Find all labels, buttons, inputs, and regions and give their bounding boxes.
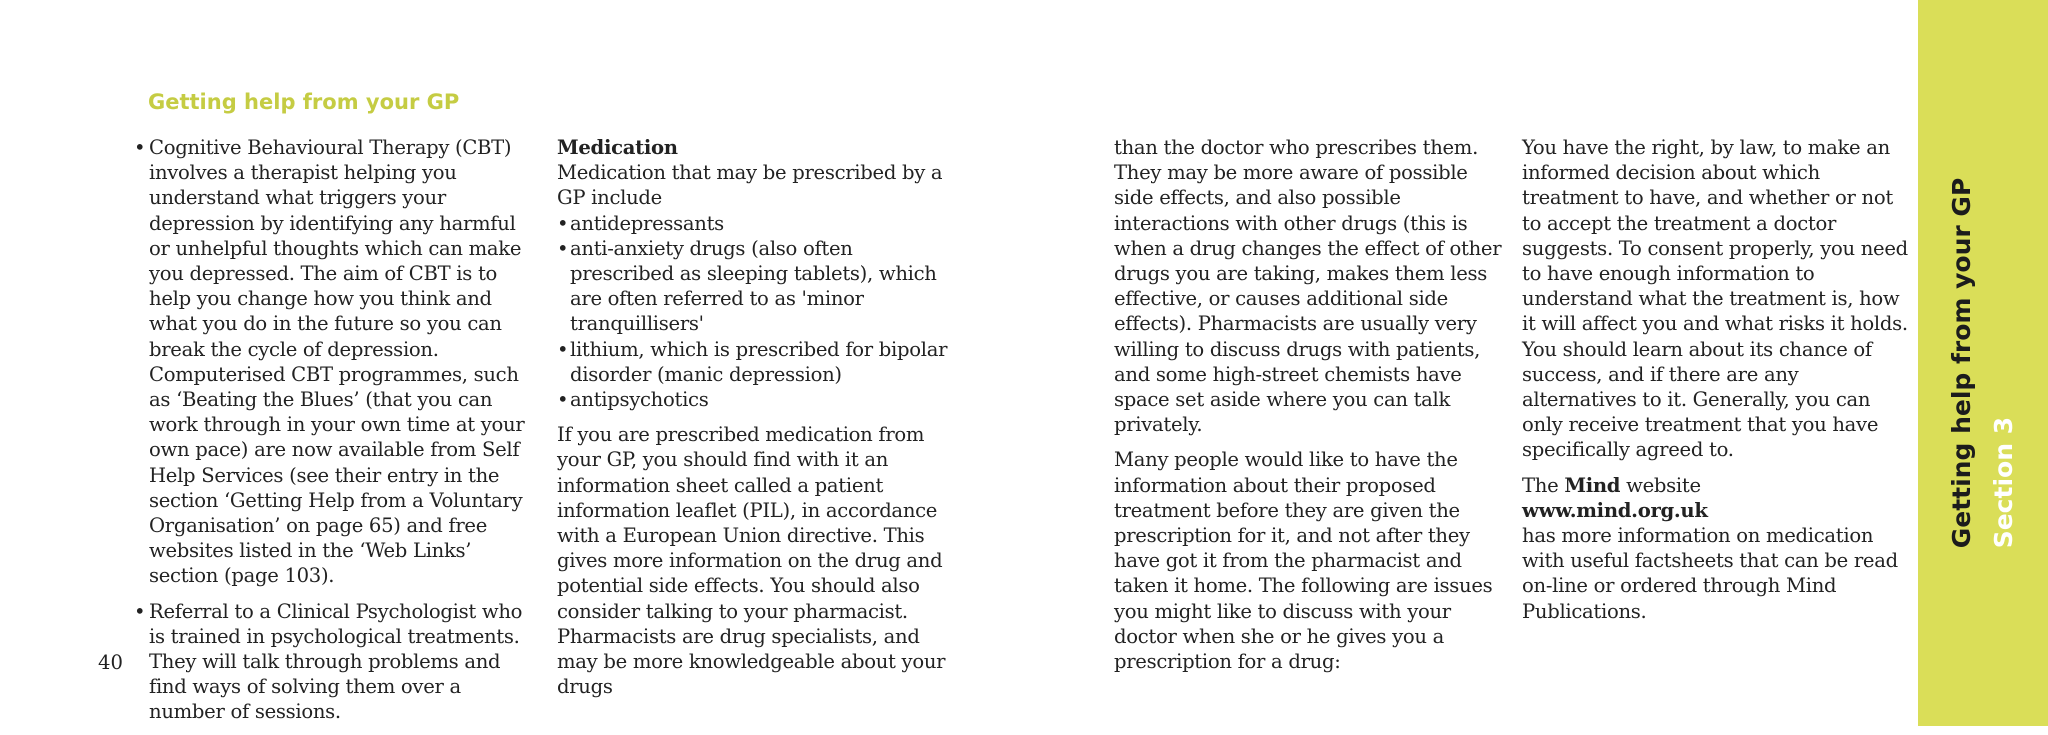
side-tab-title: Getting help from your GP <box>1947 177 1976 549</box>
column-2 <box>557 135 957 709</box>
page-number: 40 <box>98 651 123 674</box>
list-item-drug: • lithium, which is prescribed for bipolar disorder (manic depression) <box>557 337 957 387</box>
side-tab-text <box>1946 178 2020 549</box>
mind-info <box>1522 473 1912 624</box>
rights-paragraph: You have the right, by law, to make an informed decision about which treatment to have, and whether or not to accept the treatment a doctor suggests. To consent properly, you need to have enough information to understand what the treatment is, how it will affect you and what risks it holds. You should learn about its chance of success, and if there are any alternatives to it. Generally, you can only receive treatment that you have specifically agreed to. <box>1522 136 1908 462</box>
column-3 <box>1114 135 1504 684</box>
mind-prefix: The <box>1522 473 1559 497</box>
drug-list <box>557 211 957 413</box>
list-item-psychologist: • Referral to a Clinical Psychologist who is trained in psychological treatments. They will talk through problems and find ways of solving them over a number of sessions. <box>130 599 540 725</box>
mind-website-url[interactable]: www.mind.org.uk <box>1522 498 1708 522</box>
column-1 <box>130 135 540 735</box>
column-4 <box>1522 135 1912 634</box>
pharmacist-paragraph: than the doctor who prescribes them. They may be more aware of possible side effects, and also possible interactions with other drugs (this is when a drug changes the effect of other drugs you are taking, makes them less effective, or causes additional side effects). Pharmacists are usually very willing to discuss drugs with patients, and some high-street chemists have space set aside where you can talk privately. <box>1114 136 1502 437</box>
mind-suffix: website <box>1626 473 1701 497</box>
therapy-list <box>130 135 540 725</box>
mind-name: Mind <box>1564 473 1621 497</box>
section-side-tab <box>1918 0 2048 726</box>
side-tab-section: Section 3 <box>1989 416 2018 549</box>
prescription-paragraph: Many people would like to have the information about their proposed treatment before they are given the prescription for it, and not after they have got it from the pharmacist and taken it home. The following are issues you might like to discuss with your doctor when she or he gives you a prescription for a drug: <box>1114 448 1493 674</box>
list-item-cbt: • Cognitive Behavioural Therapy (CBT) involves a therapist helping you understand what triggers your depression by identifying any harmful or unhelpful thoughts which can make you depressed. The aim of CBT is to help you change how you think and what you do in the future so you can break the cycle of depression. Computerised CBT programmes, such as ‘Beating the Blues’ (that you can work through in your own time at your own pace) are now available from Self Help Services (see their entry in the section ‘Getting Help from a Voluntary Organisation’ on page 65) and free websites listed in the ‘Web Links’ section (page 103). <box>130 135 540 589</box>
section-heading: Getting help from your GP <box>148 90 460 114</box>
list-item-drug: • antidepressants <box>557 211 957 236</box>
list-item-drug: • anti-anxiety drugs (also often prescribed as sleeping tablets), which are often referred to as 'minor tranquillisers' <box>557 236 957 337</box>
medication-heading: Medication <box>557 136 678 159</box>
medication-intro: Medication that may be prescribed by a GP include <box>557 161 943 210</box>
mind-description: has more information on medication with useful factsheets that can be read on-line or ordered through Mind Publications. <box>1522 524 1898 623</box>
list-item-drug: • antipsychotics <box>557 387 957 412</box>
pil-paragraph: If you are prescribed medication from your GP, you should find with it an information sheet called a patient information leaflet (PIL), in accordance with a European Union directive. This gives more information on the drug and potential side effects. You should also consider talking to your pharmacist. Pharmacists are drug specialists, and may be more knowledgeable about your drugs <box>557 423 946 699</box>
